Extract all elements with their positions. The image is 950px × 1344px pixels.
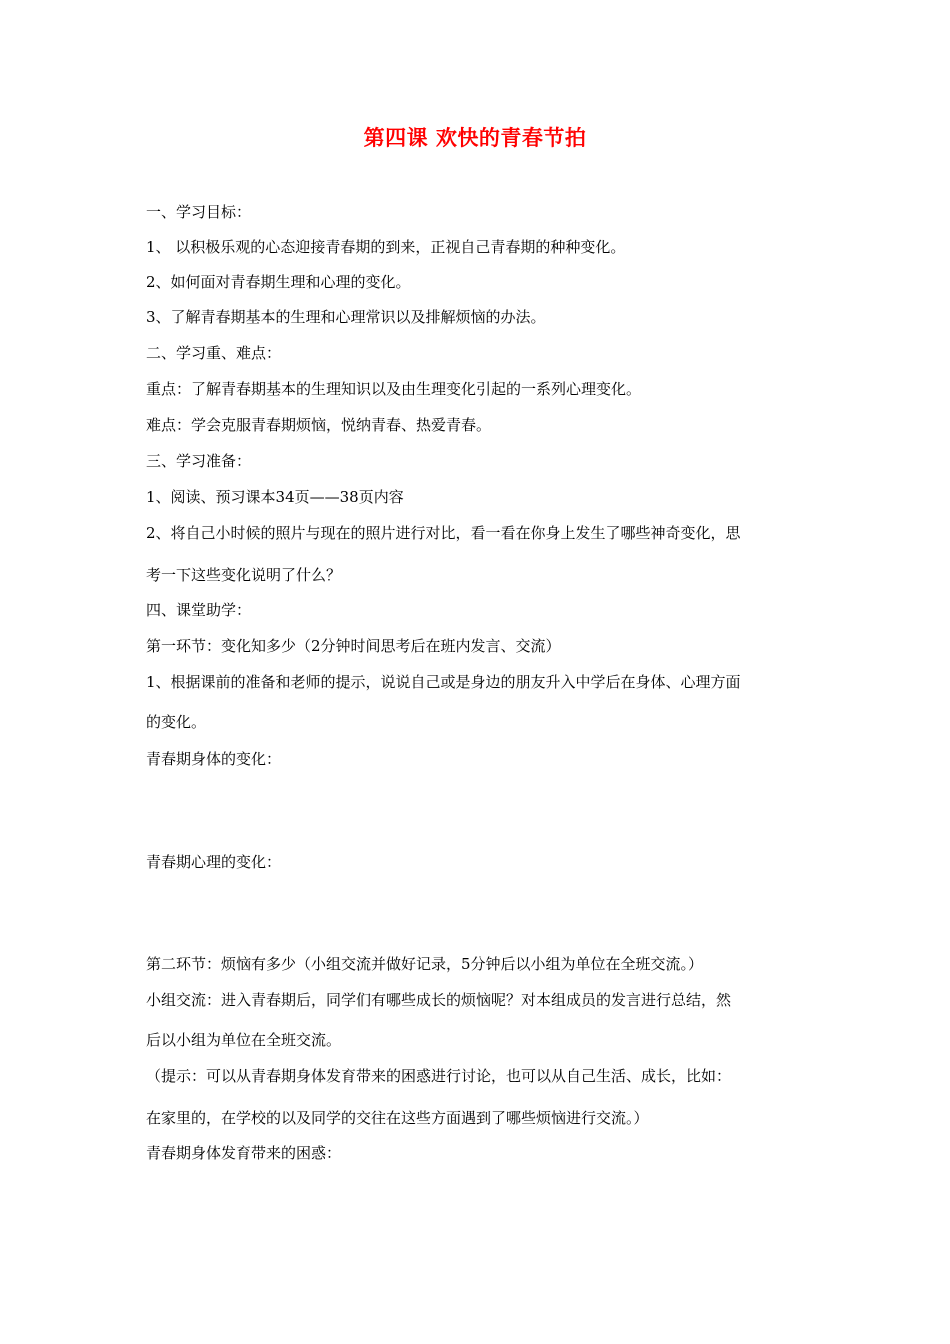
stage-one-item-1: 1、根据课前的准备和老师的提示，说说自己或是身边的朋友升入中学后在身体、心理方面 — [146, 673, 741, 691]
hint-text: （提示：可以从青春期身体发育带来的困惑进行讨论，也可以从自己生活、成长，比如： — [146, 1067, 732, 1085]
body-change-label: 青春期身体的变化： — [146, 750, 282, 768]
page-title: 第四课 欢快的青春节拍 — [363, 126, 587, 150]
preparation-item-2: 2、将自己小时候的照片与现在的照片进行对比，看一看在你身上发生了哪些神奇变化，思 — [146, 524, 741, 542]
group-discussion-text: 小组交流：进入青春期后，同学们有哪些成长的烦恼呢？对本组成员的发言进行总结，然 — [146, 991, 732, 1009]
objective-item-1: 1、 以积极乐观的心态迎接青春期的到来，正视自己青春期的种种变化。 — [146, 238, 626, 256]
section-heading-key-points: 二、学习重、难点： — [146, 344, 282, 362]
preparation-item-1: 1、阅读、预习课本34页——38页内容 — [146, 488, 404, 506]
body-confusion-label: 青春期身体发育带来的困惑： — [146, 1144, 342, 1162]
difficult-point-text: 难点：学会克服青春期烦恼，悦纳青春、热爱青春。 — [146, 416, 492, 434]
objective-item-3: 3、了解青春期基本的生理和心理常识以及排解烦恼的办法。 — [146, 308, 546, 326]
key-point-text: 重点：了解青春期基本的生理知识以及由生理变化引起的一系列心理变化。 — [146, 380, 642, 398]
preparation-item-2-continued: 考一下这些变化说明了什么？ — [146, 566, 342, 584]
stage-one-heading: 第一环节：变化知多少（2分钟时间思考后在班内发言、交流） — [146, 637, 561, 655]
section-heading-objectives: 一、学习目标： — [146, 203, 252, 221]
mind-change-label: 青春期心理的变化： — [146, 853, 282, 871]
section-heading-preparation: 三、学习准备： — [146, 452, 252, 470]
objective-item-2: 2、如何面对青春期生理和心理的变化。 — [146, 273, 411, 291]
section-heading-class-help: 四、课堂助学： — [146, 601, 252, 619]
group-discussion-text-continued: 后以小组为单位在全班交流。 — [146, 1031, 342, 1049]
stage-two-heading: 第二环节：烦恼有多少（小组交流并做好记录，5分钟后以小组为单位在全班交流。） — [146, 955, 704, 973]
hint-text-continued: 在家里的，在学校的以及同学的交往在这些方面遇到了哪些烦恼进行交流。） — [146, 1109, 649, 1127]
stage-one-item-1-continued: 的变化。 — [146, 713, 207, 731]
